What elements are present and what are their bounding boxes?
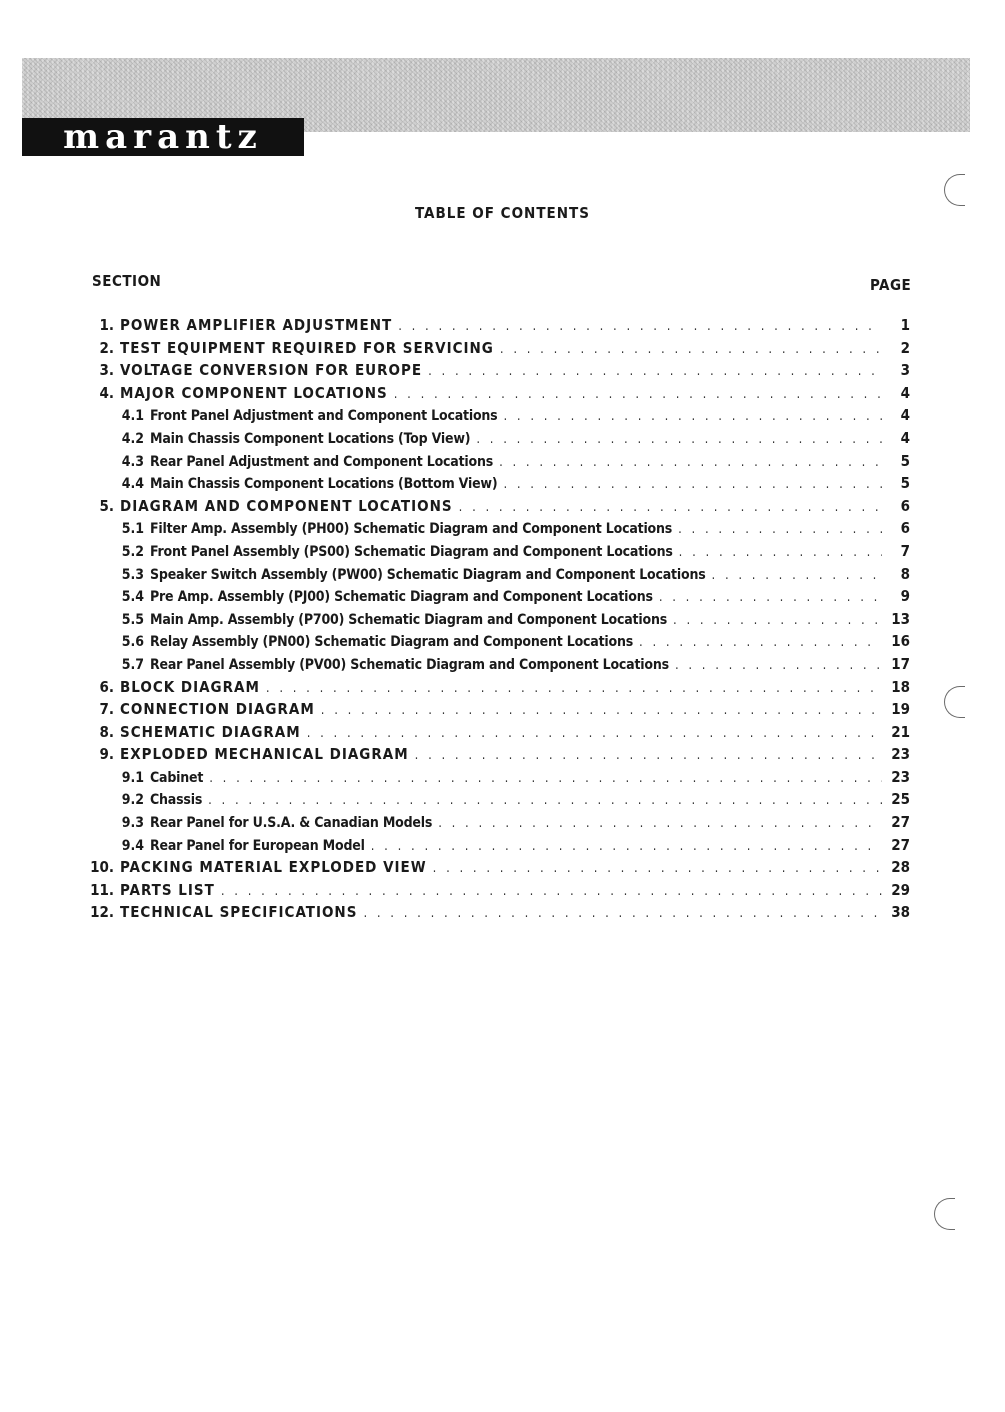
entry-page-number: 27 xyxy=(891,835,910,854)
entry-number: 9.1 xyxy=(121,769,144,786)
entry-page-number: 19 xyxy=(891,700,910,719)
entry-title: DIAGRAM AND COMPONENT LOCATIONS xyxy=(120,496,453,515)
dot-leader xyxy=(503,409,882,424)
entry-title: CONNECTION DIAGRAM xyxy=(120,700,315,719)
entry-title: Cabinet xyxy=(150,769,204,786)
dot-leader xyxy=(371,839,882,854)
dot-leader xyxy=(476,432,882,447)
dot-leader xyxy=(394,387,882,402)
entry-number: 9.3 xyxy=(121,815,144,832)
entry-title: Filter Amp. Assembly (PH00) Schematic Diagram and Component Locations xyxy=(150,521,673,538)
dot-leader xyxy=(639,635,882,650)
page-title: TABLE OF CONTENTS xyxy=(415,204,590,222)
entry-page-number: 17 xyxy=(891,654,910,673)
dot-leader xyxy=(266,681,882,696)
toc-section-row xyxy=(88,700,910,723)
entry-title: BLOCK DIAGRAM xyxy=(120,677,260,696)
entry-title: Main Amp. Assembly (P700) Schematic Diagram and Component Locations xyxy=(150,611,668,628)
entry-number: 4.4 xyxy=(121,476,144,493)
toc-section-row xyxy=(88,745,910,768)
dot-leader xyxy=(209,771,882,786)
entry-title: MAJOR COMPONENT LOCATIONS xyxy=(120,383,388,402)
binder-hole-mark xyxy=(944,174,965,206)
toc-subsection-row xyxy=(88,474,910,497)
entry-number: 3. xyxy=(99,361,114,380)
entry-number: 5.5 xyxy=(121,611,144,628)
toc-subsection-row xyxy=(88,610,910,633)
brand-logo-text: marantz xyxy=(63,117,263,157)
entry-number: 5.3 xyxy=(121,566,144,583)
entry-page-number: 13 xyxy=(891,609,910,628)
entry-number: 4.2 xyxy=(121,430,144,447)
entry-page-number: 4 xyxy=(900,383,910,402)
entry-page-number: 23 xyxy=(891,745,910,764)
entry-title: POWER AMPLIFIER ADJUSTMENT xyxy=(120,316,393,334)
entry-page-number: 18 xyxy=(891,677,910,696)
entry-page-number: 6 xyxy=(900,519,910,538)
toc-subsection-row xyxy=(88,632,910,655)
entry-title: Rear Panel for U.S.A. & Canadian Models xyxy=(150,815,433,832)
toc-section-row xyxy=(88,316,910,339)
toc-section-row xyxy=(88,903,910,926)
binder-hole-mark xyxy=(934,1198,955,1230)
entry-page-number: 38 xyxy=(891,903,910,922)
entry-page-number: 5 xyxy=(900,451,910,470)
entry-title: VOLTAGE CONVERSION FOR EUROPE xyxy=(120,361,423,380)
dot-leader xyxy=(499,455,882,470)
dot-leader xyxy=(459,500,882,515)
entry-title: Rear Panel for European Model xyxy=(150,837,365,854)
toc-subsection-row xyxy=(88,768,910,791)
dot-leader xyxy=(712,568,882,583)
dot-leader xyxy=(208,793,882,808)
toc-subsection-row xyxy=(88,452,910,475)
toc-section-row xyxy=(88,858,910,881)
entry-page-number: 9 xyxy=(900,587,910,606)
entry-page-number: 27 xyxy=(891,813,910,832)
entry-title: PACKING MATERIAL EXPLODED VIEW xyxy=(120,858,427,877)
dot-leader xyxy=(673,613,882,628)
entry-title: SCHEMATIC DIAGRAM xyxy=(120,722,301,741)
entry-title: Pre Amp. Assembly (PJ00) Schematic Diagram and Component Locations xyxy=(150,589,653,606)
dot-leader xyxy=(675,658,882,673)
toc-section-row xyxy=(88,678,910,701)
entry-title: PARTS LIST xyxy=(120,880,215,899)
entry-number: 5.1 xyxy=(121,521,144,538)
entry-number: 5.6 xyxy=(121,634,144,651)
dot-leader xyxy=(679,545,882,560)
entry-page-number: 16 xyxy=(891,632,910,651)
dot-leader xyxy=(503,477,882,492)
entry-title: Speaker Switch Assembly (PW00) Schematic Diagram and Component Locations xyxy=(150,566,706,583)
toc-subsection-row xyxy=(88,587,910,610)
dot-leader xyxy=(433,861,882,876)
dot-leader xyxy=(428,364,882,379)
entry-number: 4.3 xyxy=(121,453,144,470)
entry-page-number: 7 xyxy=(900,541,910,560)
entry-title: Main Chassis Component Locations (Bottom View) xyxy=(150,476,498,493)
dot-leader xyxy=(659,590,882,605)
dot-leader xyxy=(221,884,882,899)
entry-number: 5. xyxy=(99,496,114,515)
toc-list xyxy=(88,316,910,926)
entry-page-number: 29 xyxy=(891,880,910,899)
toc-section-row xyxy=(88,497,910,520)
dot-leader xyxy=(321,703,882,718)
toc-subsection-row xyxy=(88,790,910,813)
entry-number: 12. xyxy=(90,903,114,922)
entry-number: 4.1 xyxy=(121,408,144,425)
entry-title: Front Panel Adjustment and Component Locations xyxy=(150,408,498,425)
toc-subsection-row xyxy=(88,542,910,565)
toc-section-row xyxy=(88,723,910,746)
toc-subsection-row xyxy=(88,655,910,678)
entry-page-number: 1 xyxy=(900,316,910,334)
entry-number: 2. xyxy=(99,338,114,357)
entry-page-number: 23 xyxy=(891,767,910,786)
entry-page-number: 25 xyxy=(891,790,910,809)
toc-subsection-row xyxy=(88,406,910,429)
entry-title: Relay Assembly (PN00) Schematic Diagram and Component Locations xyxy=(150,634,634,651)
entry-page-number: 2 xyxy=(900,338,910,357)
entry-page-number: 6 xyxy=(900,496,910,515)
entry-title: EXPLODED MECHANICAL DIAGRAM xyxy=(120,745,409,764)
entry-number: 11. xyxy=(90,880,114,899)
entry-title: Front Panel Assembly (PS00) Schematic Diagram and Component Locations xyxy=(150,543,673,560)
page-column-header: PAGE xyxy=(870,276,912,294)
binder-hole-mark xyxy=(944,686,965,718)
dot-leader xyxy=(398,319,882,334)
entry-number: 8. xyxy=(99,722,114,741)
entry-number: 5.7 xyxy=(121,656,144,673)
entry-title: Chassis xyxy=(150,792,203,809)
brand-logo xyxy=(22,118,304,156)
toc-section-row xyxy=(88,339,910,362)
entry-number: 5.4 xyxy=(121,589,144,606)
section-column-header: SECTION xyxy=(92,272,162,290)
entry-page-number: 3 xyxy=(900,361,910,380)
dot-leader xyxy=(307,726,882,741)
entry-page-number: 28 xyxy=(891,858,910,877)
entry-title: Rear Panel Adjustment and Component Locations xyxy=(150,453,494,470)
entry-number: 5.2 xyxy=(121,543,144,560)
entry-number: 10. xyxy=(90,858,114,877)
entry-page-number: 4 xyxy=(900,406,910,425)
entry-title: TECHNICAL SPECIFICATIONS xyxy=(120,903,358,922)
toc-section-row xyxy=(88,361,910,384)
entry-number: 6. xyxy=(99,677,114,696)
entry-number: 9.4 xyxy=(121,837,144,854)
toc-subsection-row xyxy=(88,813,910,836)
entry-page-number: 8 xyxy=(900,564,910,583)
toc-section-row xyxy=(88,384,910,407)
toc-subsection-row xyxy=(88,836,910,859)
entry-page-number: 5 xyxy=(900,474,910,493)
entry-number: 9. xyxy=(99,745,114,764)
dot-leader xyxy=(438,816,882,831)
dot-leader xyxy=(678,522,882,537)
entry-title: TEST EQUIPMENT REQUIRED FOR SERVICING xyxy=(120,338,494,357)
entry-number: 1. xyxy=(99,316,114,334)
dot-leader xyxy=(363,906,882,921)
toc-section-row xyxy=(88,881,910,904)
entry-number: 4. xyxy=(99,383,114,402)
dot-leader xyxy=(500,342,882,357)
entry-page-number: 21 xyxy=(891,722,910,741)
entry-title: Main Chassis Component Locations (Top View) xyxy=(150,430,471,447)
entry-page-number: 4 xyxy=(900,428,910,447)
dot-leader xyxy=(415,748,882,763)
toc-subsection-row xyxy=(88,519,910,542)
entry-number: 7. xyxy=(99,700,114,719)
toc-subsection-row xyxy=(88,429,910,452)
entry-title: Rear Panel Assembly (PV00) Schematic Diagram and Component Locations xyxy=(150,656,669,673)
toc-subsection-row xyxy=(88,565,910,588)
entry-number: 9.2 xyxy=(121,792,144,809)
